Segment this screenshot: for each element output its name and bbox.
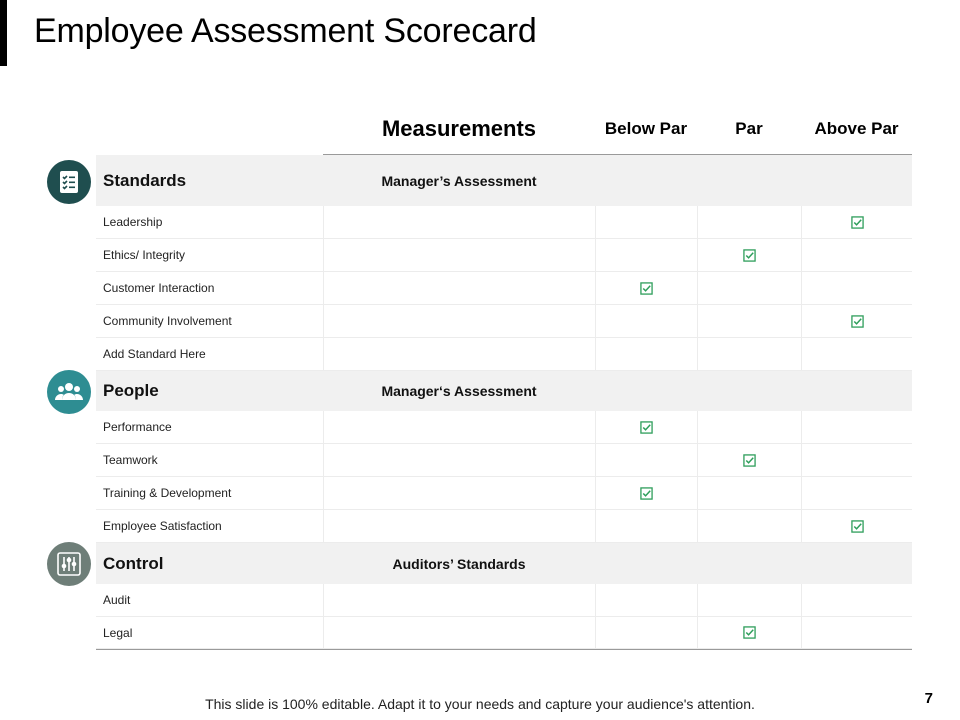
table-row bbox=[96, 510, 912, 543]
section-title: Standards bbox=[103, 170, 187, 190]
par-cell bbox=[697, 371, 801, 411]
above-par-cell bbox=[801, 305, 912, 337]
above-par-cell bbox=[801, 272, 912, 304]
above-par-cell bbox=[801, 543, 912, 584]
group-icon bbox=[47, 370, 91, 414]
assessment-label: Manager‘s Assessment bbox=[381, 383, 537, 399]
table-row bbox=[96, 617, 912, 649]
par-cell bbox=[697, 206, 801, 238]
checkbox-checked-icon bbox=[640, 421, 653, 434]
below-par-cell bbox=[595, 272, 697, 304]
below-par-cell bbox=[595, 239, 697, 271]
par-cell bbox=[697, 477, 801, 509]
checklist-icon bbox=[47, 160, 91, 204]
above-par-cell bbox=[801, 338, 912, 370]
above-par-cell bbox=[801, 206, 912, 238]
sliders-icon bbox=[47, 542, 91, 586]
above-par-cell bbox=[801, 239, 912, 271]
table-row bbox=[96, 411, 912, 444]
above-par-cell bbox=[801, 617, 912, 648]
table-row bbox=[96, 305, 912, 338]
below-par-cell bbox=[595, 510, 697, 542]
par-cell bbox=[697, 584, 801, 616]
measurement-cell bbox=[323, 272, 595, 304]
par-cell bbox=[697, 305, 801, 337]
table-row bbox=[96, 444, 912, 477]
measurement-cell bbox=[323, 444, 595, 476]
assessment-label: Manager’s Assessment bbox=[381, 172, 537, 189]
criterion-label: Training & Development bbox=[103, 486, 232, 500]
below-par-cell bbox=[595, 617, 697, 648]
below-par-cell bbox=[595, 411, 697, 443]
page-title: Employee Assessment Scorecard bbox=[34, 12, 537, 50]
criterion-label: Add Standard Here bbox=[103, 347, 206, 361]
footer-note: This slide is 100% editable. Adapt it to your needs and capture your audience's attention. bbox=[205, 696, 755, 712]
section-title: People bbox=[103, 381, 159, 400]
table-row bbox=[96, 477, 912, 510]
above-par-cell bbox=[801, 411, 912, 443]
header-measurements: Measurements bbox=[381, 116, 537, 141]
criterion-label: Customer Interaction bbox=[103, 281, 215, 295]
above-par-cell bbox=[801, 510, 912, 542]
above-par-cell bbox=[801, 155, 912, 206]
criterion-label: Teamwork bbox=[103, 453, 158, 467]
below-par-cell bbox=[595, 444, 697, 476]
par-cell bbox=[697, 510, 801, 542]
measurement-cell bbox=[323, 239, 595, 271]
criterion-label: Legal bbox=[103, 625, 133, 640]
table-row bbox=[96, 338, 912, 371]
criterion-label: Employee Satisfaction bbox=[103, 519, 222, 533]
measurement-cell bbox=[323, 338, 595, 370]
below-par-cell bbox=[595, 206, 697, 238]
par-cell bbox=[697, 543, 801, 584]
section-header-row bbox=[96, 155, 912, 206]
checkbox-checked-icon bbox=[743, 626, 756, 639]
par-cell bbox=[697, 617, 801, 648]
criterion-label: Community Involvement bbox=[103, 314, 232, 328]
above-par-cell bbox=[801, 371, 912, 411]
checkbox-checked-icon bbox=[851, 315, 864, 328]
par-cell bbox=[697, 444, 801, 476]
section-header-row bbox=[96, 371, 912, 411]
checkbox-checked-icon bbox=[851, 216, 864, 229]
header-below-par: Below Par bbox=[604, 119, 688, 138]
par-cell bbox=[697, 155, 801, 206]
measurement-cell bbox=[323, 477, 595, 509]
checkbox-checked-icon bbox=[640, 282, 653, 295]
criterion-label: Performance bbox=[103, 420, 172, 434]
table-row bbox=[96, 239, 912, 272]
measurement-cell bbox=[323, 584, 595, 616]
below-par-cell bbox=[595, 305, 697, 337]
measurement-cell bbox=[323, 411, 595, 443]
par-cell bbox=[697, 272, 801, 304]
measurement-cell bbox=[323, 206, 595, 238]
accent-bar bbox=[0, 0, 7, 66]
table-row bbox=[96, 206, 912, 239]
criterion-label: Ethics/ Integrity bbox=[103, 248, 186, 262]
measurement-cell bbox=[323, 617, 595, 648]
table-bottom-divider bbox=[96, 649, 912, 650]
checkbox-checked-icon bbox=[640, 487, 653, 500]
par-cell bbox=[697, 411, 801, 443]
below-par-cell bbox=[595, 371, 697, 411]
criterion-label: Leadership bbox=[103, 215, 163, 229]
below-par-cell bbox=[595, 477, 697, 509]
above-par-cell bbox=[801, 477, 912, 509]
below-par-cell bbox=[595, 543, 697, 584]
par-cell bbox=[697, 239, 801, 271]
assessment-label: Auditors’ Standards bbox=[392, 555, 526, 572]
par-cell bbox=[697, 338, 801, 370]
checkbox-checked-icon bbox=[743, 249, 756, 262]
below-par-cell bbox=[595, 155, 697, 206]
header-par: Par bbox=[735, 119, 763, 138]
criterion-label: Audit bbox=[103, 593, 131, 607]
table-row bbox=[96, 272, 912, 305]
page-number: 7 bbox=[924, 690, 933, 707]
above-par-cell bbox=[801, 584, 912, 616]
table-row bbox=[96, 584, 912, 617]
checkbox-checked-icon bbox=[743, 454, 756, 467]
section-title: Control bbox=[103, 553, 164, 573]
measurement-cell bbox=[323, 510, 595, 542]
measurement-cell bbox=[323, 305, 595, 337]
checkbox-checked-icon bbox=[851, 520, 864, 533]
above-par-cell bbox=[801, 444, 912, 476]
below-par-cell bbox=[595, 338, 697, 370]
header-above-par: Above Par bbox=[814, 119, 899, 138]
below-par-cell bbox=[595, 584, 697, 616]
section-header-row bbox=[96, 543, 912, 584]
